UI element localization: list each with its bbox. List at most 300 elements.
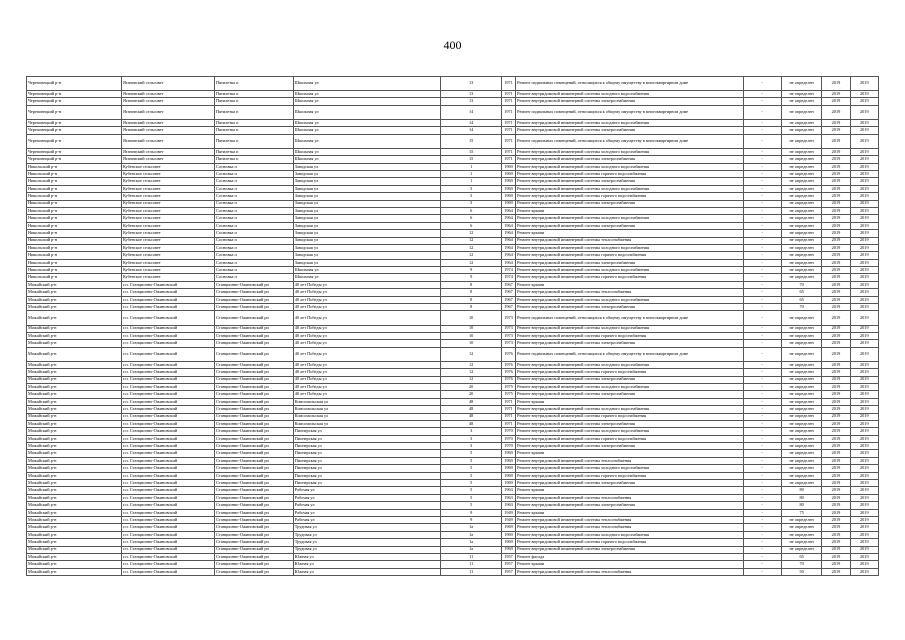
year-start-cell: 2019	[822, 487, 850, 494]
settlement-cell: г.п. Станционно-Ожиновский	[122, 281, 215, 288]
repair-schedule-table	[26, 76, 879, 576]
house-number-cell: 1а	[441, 531, 502, 538]
area-cell: -	[743, 465, 781, 472]
locality-cell: Сосновка п	[214, 178, 293, 185]
year-start-cell: 2019	[822, 428, 850, 435]
table-row	[27, 413, 879, 420]
work-type-cell: Ремонт внутридомовой инженерной системы горячего водоснабжения	[516, 332, 743, 339]
cost-cell: не определен	[781, 524, 821, 531]
street-cell: Рабочая ул	[293, 487, 441, 494]
district-cell: Можайский р-н	[27, 304, 122, 311]
build-year-cell: 1949	[501, 517, 515, 524]
build-year-cell: 1971	[501, 134, 515, 148]
district-cell: Можайский р-н	[27, 494, 122, 501]
area-cell: -	[743, 274, 781, 281]
year-start-cell: 2019	[822, 457, 850, 464]
table-row	[27, 406, 879, 413]
year-end-cell: 2019	[850, 127, 878, 134]
year-end-cell: 2019	[850, 517, 878, 524]
district-cell: Череповецкий р-н	[27, 98, 122, 105]
street-cell: Рабочая ул	[293, 494, 441, 501]
settlement-cell: г.п. Станционно-Ожиновский	[122, 289, 215, 296]
settlement-cell: г.п. Станционно-Ожиновский	[122, 487, 215, 494]
year-end-cell: 2019	[850, 281, 878, 288]
work-type-cell: Ремонт внутридомовой инженерной системы электроснабжения	[516, 178, 743, 185]
cost-cell: не определен	[781, 215, 821, 222]
locality-cell: Станционно-Ожиновский рп	[214, 340, 293, 347]
area-cell: -	[743, 391, 781, 398]
settlement-cell: г.п. Станционно-Ожиновский	[122, 296, 215, 303]
street-cell: Пионерская ул	[293, 472, 441, 479]
table-row	[27, 435, 879, 442]
settlement-cell: г.п. Станционно-Ожиновский	[122, 517, 215, 524]
district-cell: Никольский р-н	[27, 237, 122, 244]
work-type-cell: Ремонт внутридомовой инженерной системы электроснабжения	[516, 443, 743, 450]
street-cell: Школьная ул	[293, 91, 441, 98]
build-year-cell: 1964	[501, 207, 515, 214]
year-end-cell: 2019	[850, 406, 878, 413]
year-start-cell: 2019	[822, 259, 850, 266]
work-type-cell: Ремонт внутридомовой инженерной системы холодного водоснабжения	[516, 91, 743, 98]
settlement-cell: г.п. Станционно-Ожиновский	[122, 347, 215, 361]
table-row	[27, 472, 879, 479]
work-type-cell: Ремонт внутридомовой инженерной системы холодного водоснабжения	[516, 215, 743, 222]
table-row	[27, 311, 879, 325]
build-year-cell: 1970	[501, 435, 515, 442]
house-number-cell: 8	[441, 281, 502, 288]
district-cell: Можайский р-н	[27, 487, 122, 494]
house-number-cell: 11	[441, 561, 502, 568]
cost-cell: 80	[781, 494, 821, 501]
year-end-cell: 2019	[850, 134, 878, 148]
area-cell: -	[743, 259, 781, 266]
cost-cell: не определен	[781, 134, 821, 148]
year-start-cell: 2019	[822, 156, 850, 163]
district-cell: Никольский р-н	[27, 185, 122, 192]
house-number-cell: 15	[441, 156, 502, 163]
work-type-cell: Ремонт крыши	[516, 230, 743, 237]
street-cell: Южная ул	[293, 553, 441, 560]
build-year-cell: 1976	[501, 376, 515, 383]
area-cell: -	[743, 406, 781, 413]
table-row	[27, 428, 879, 435]
district-cell: Можайский р-н	[27, 340, 122, 347]
settlement-cell: Кубенское сельсовет	[122, 200, 215, 207]
build-year-cell: 1967	[501, 289, 515, 296]
locality-cell: Пятилетка п	[214, 119, 293, 126]
settlement-cell: Кубенское сельсовет	[122, 222, 215, 229]
table-row	[27, 193, 879, 200]
house-number-cell: 9	[441, 274, 502, 281]
year-end-cell: 2019	[850, 347, 878, 361]
street-cell: Школьная ул	[293, 274, 441, 281]
work-type-cell: Ремонт внутридомовой инженерной системы холодного водоснабжения	[516, 296, 743, 303]
year-end-cell: 2019	[850, 156, 878, 163]
year-start-cell: 2019	[822, 546, 850, 553]
table-row	[27, 163, 879, 170]
year-end-cell: 2019	[850, 98, 878, 105]
street-cell: Школьная ул	[293, 127, 441, 134]
locality-cell: Станционно-Ожиновский рп	[214, 281, 293, 288]
settlement-cell: г.п. Станционно-Ожиновский	[122, 539, 215, 546]
house-number-cell: 12	[441, 252, 502, 259]
settlement-cell: Ягановский сельсовет	[122, 105, 215, 119]
locality-cell: Пятилетка п	[214, 127, 293, 134]
year-end-cell: 2019	[850, 193, 878, 200]
locality-cell: Сосновка п	[214, 230, 293, 237]
work-type-cell: Ремонт внутридомовой инженерной системы холодного водоснабжения	[516, 465, 743, 472]
district-cell: Можайский р-н	[27, 398, 122, 405]
table-row	[27, 296, 879, 303]
build-year-cell: 1973	[501, 332, 515, 339]
year-end-cell: 2019	[850, 237, 878, 244]
table-row	[27, 340, 879, 347]
house-number-cell: 48	[441, 406, 502, 413]
work-type-cell: Ремонт внутридомовой инженерной системы электроснабжения	[516, 222, 743, 229]
work-type-cell: Ремонт внутридомовой инженерной системы теплоснабжения	[516, 457, 743, 464]
page-number: 400	[443, 38, 462, 52]
settlement-cell: Кубенское сельсовет	[122, 215, 215, 222]
house-number-cell: 12	[441, 237, 502, 244]
cost-cell: не определен	[781, 178, 821, 185]
locality-cell: Пятилетка п	[214, 156, 293, 163]
year-end-cell: 2019	[850, 163, 878, 170]
street-cell: Школьная ул	[293, 77, 441, 91]
cost-cell: не определен	[781, 420, 821, 427]
year-start-cell: 2019	[822, 340, 850, 347]
build-year-cell: 1973	[501, 340, 515, 347]
year-start-cell: 2019	[822, 332, 850, 339]
district-cell: Никольский р-н	[27, 252, 122, 259]
house-number-cell: 1а	[441, 539, 502, 546]
year-start-cell: 2019	[822, 193, 850, 200]
street-cell: 40 лет Победы ул	[293, 361, 441, 368]
build-year-cell: 1969	[501, 185, 515, 192]
cost-cell: 70	[781, 281, 821, 288]
area-cell: -	[743, 369, 781, 376]
locality-cell: Сосновка п	[214, 185, 293, 192]
year-end-cell: 2019	[850, 413, 878, 420]
year-start-cell: 2019	[822, 267, 850, 274]
work-type-cell: Ремонт крыши	[516, 398, 743, 405]
cost-cell: не определен	[781, 457, 821, 464]
area-cell: -	[743, 193, 781, 200]
district-cell: Можайский р-н	[27, 546, 122, 553]
build-year-cell: 1974	[501, 267, 515, 274]
cost-cell: не определен	[781, 369, 821, 376]
year-end-cell: 2019	[850, 77, 878, 91]
year-start-cell: 2019	[822, 480, 850, 487]
year-start-cell: 2019	[822, 369, 850, 376]
locality-cell: Сосновка п	[214, 222, 293, 229]
year-start-cell: 2019	[822, 325, 850, 332]
locality-cell: Сосновка п	[214, 252, 293, 259]
work-type-cell: Ремонт внутридомовой инженерной системы холодного водоснабжения	[516, 361, 743, 368]
district-cell: Череповецкий р-н	[27, 77, 122, 91]
table-row	[27, 487, 879, 494]
table-row	[27, 465, 879, 472]
work-type-cell: Ремонт внутридомовой инженерной системы горячего водоснабжения	[516, 539, 743, 546]
house-number-cell: 3	[441, 185, 502, 192]
table-row	[27, 134, 879, 148]
year-end-cell: 2019	[850, 561, 878, 568]
build-year-cell: 1964	[501, 230, 515, 237]
district-cell: Можайский р-н	[27, 457, 122, 464]
year-end-cell: 2019	[850, 487, 878, 494]
settlement-cell: г.п. Станционно-Ожиновский	[122, 304, 215, 311]
area-cell: -	[743, 457, 781, 464]
table-row	[27, 383, 879, 390]
year-end-cell: 2019	[850, 398, 878, 405]
district-cell: Никольский р-н	[27, 259, 122, 266]
table-row	[27, 185, 879, 192]
year-end-cell: 2019	[850, 200, 878, 207]
house-number-cell: 14	[441, 119, 502, 126]
table-row	[27, 568, 879, 575]
house-number-cell: 13	[441, 98, 502, 105]
street-cell: Комсомольская ул	[293, 420, 441, 427]
house-number-cell: 20	[441, 391, 502, 398]
cost-cell: не определен	[781, 163, 821, 170]
build-year-cell: 1963	[501, 487, 515, 494]
work-type-cell: Ремонт подвальных помещений, относящихся к общему имуществу в многоквартирном доме	[516, 134, 743, 148]
year-start-cell: 2019	[822, 91, 850, 98]
locality-cell: Станционно-Ожиновский рп	[214, 376, 293, 383]
table-row	[27, 531, 879, 538]
district-cell: Можайский р-н	[27, 465, 122, 472]
build-year-cell: 1969	[501, 539, 515, 546]
cost-cell: не определен	[781, 546, 821, 553]
district-cell: Череповецкий р-н	[27, 119, 122, 126]
district-cell: Можайский р-н	[27, 406, 122, 413]
table-row	[27, 443, 879, 450]
year-start-cell: 2019	[822, 244, 850, 251]
area-cell: -	[743, 472, 781, 479]
house-number-cell: 12	[441, 230, 502, 237]
table-row	[27, 207, 879, 214]
locality-cell: Станционно-Ожиновский рп	[214, 289, 293, 296]
settlement-cell: г.п. Станционно-Ожиновский	[122, 383, 215, 390]
table-row	[27, 281, 879, 288]
district-cell: Никольский р-н	[27, 274, 122, 281]
locality-cell: Станционно-Ожиновский рп	[214, 494, 293, 501]
year-end-cell: 2019	[850, 91, 878, 98]
build-year-cell: 1971	[501, 105, 515, 119]
district-cell: Можайский р-н	[27, 347, 122, 361]
table-row	[27, 502, 879, 509]
build-year-cell: 1971	[501, 398, 515, 405]
work-type-cell: Ремонт внутридомовой инженерной системы электроснабжения	[516, 340, 743, 347]
work-type-cell: Ремонт внутридомовой инженерной системы холодного водоснабжения	[516, 148, 743, 155]
build-year-cell: 1964	[501, 215, 515, 222]
cost-cell: не определен	[781, 105, 821, 119]
area-cell: -	[743, 531, 781, 538]
street-cell: Комсомольская ул	[293, 398, 441, 405]
district-cell: Можайский р-н	[27, 472, 122, 479]
settlement-cell: г.п. Станционно-Ожиновский	[122, 472, 215, 479]
locality-cell: Станционно-Ожиновский рп	[214, 391, 293, 398]
cost-cell: не определен	[781, 77, 821, 91]
year-start-cell: 2019	[822, 207, 850, 214]
settlement-cell: Кубенское сельсовет	[122, 244, 215, 251]
cost-cell: не определен	[781, 274, 821, 281]
year-start-cell: 2019	[822, 561, 850, 568]
settlement-cell: Ягановский сельсовет	[122, 77, 215, 91]
cost-cell: не определен	[781, 230, 821, 237]
year-end-cell: 2019	[850, 539, 878, 546]
house-number-cell: 1а	[441, 546, 502, 553]
street-cell: Пионерская ул	[293, 443, 441, 450]
district-cell: Череповецкий р-н	[27, 148, 122, 155]
settlement-cell: г.п. Станционно-Ожиновский	[122, 369, 215, 376]
house-number-cell: 48	[441, 413, 502, 420]
district-cell: Можайский р-н	[27, 428, 122, 435]
district-cell: Череповецкий р-н	[27, 91, 122, 98]
year-start-cell: 2019	[822, 531, 850, 538]
locality-cell: Пятилетка п	[214, 91, 293, 98]
settlement-cell: Кубенское сельсовет	[122, 252, 215, 259]
area-cell: -	[743, 230, 781, 237]
settlement-cell: Кубенское сельсовет	[122, 193, 215, 200]
cost-cell: не определен	[781, 391, 821, 398]
year-end-cell: 2019	[850, 480, 878, 487]
cost-cell: не определен	[781, 156, 821, 163]
area-cell: -	[743, 435, 781, 442]
year-start-cell: 2019	[822, 215, 850, 222]
cost-cell: не определен	[781, 531, 821, 538]
settlement-cell: Ягановский сельсовет	[122, 156, 215, 163]
settlement-cell: Кубенское сельсовет	[122, 259, 215, 266]
street-cell: 40 лет Победы ул	[293, 332, 441, 339]
district-cell: Никольский р-н	[27, 200, 122, 207]
house-number-cell: 3	[441, 428, 502, 435]
work-type-cell: Ремонт крыши	[516, 487, 743, 494]
year-end-cell: 2019	[850, 252, 878, 259]
locality-cell: Станционно-Ожиновский рп	[214, 502, 293, 509]
house-number-cell: 11	[441, 553, 502, 560]
year-start-cell: 2019	[822, 127, 850, 134]
locality-cell: Станционно-Ожиновский рп	[214, 413, 293, 420]
settlement-cell: Кубенское сельсовет	[122, 163, 215, 170]
build-year-cell: 1957	[501, 561, 515, 568]
work-type-cell: Ремонт внутридомовой инженерной системы холодного водоснабжения	[516, 531, 743, 538]
street-cell: 40 лет Победы ул	[293, 340, 441, 347]
year-start-cell: 2019	[822, 376, 850, 383]
locality-cell: Станционно-Ожиновский рп	[214, 296, 293, 303]
district-cell: Можайский р-н	[27, 502, 122, 509]
district-cell: Череповецкий р-н	[27, 156, 122, 163]
district-cell: Можайский р-н	[27, 553, 122, 560]
year-start-cell: 2019	[822, 553, 850, 560]
year-start-cell: 2019	[822, 524, 850, 531]
locality-cell: Станционно-Ожиновский рп	[214, 311, 293, 325]
year-end-cell: 2019	[850, 546, 878, 553]
street-cell: 40 лет Победы ул	[293, 383, 441, 390]
street-cell: Школьная ул	[293, 105, 441, 119]
build-year-cell: 1976	[501, 347, 515, 361]
street-cell: Южная ул	[293, 568, 441, 575]
district-cell: Можайский р-н	[27, 524, 122, 531]
work-type-cell: Ремонт внутридомовой инженерной системы теплоснабжения	[516, 524, 743, 531]
street-cell: Заводская ул	[293, 207, 441, 214]
locality-cell: Станционно-Ожиновский рп	[214, 332, 293, 339]
area-cell: -	[743, 325, 781, 332]
district-cell: Можайский р-н	[27, 361, 122, 368]
street-cell: Школьная ул	[293, 267, 441, 274]
house-number-cell: 13	[441, 77, 502, 91]
area-cell: -	[743, 376, 781, 383]
house-number-cell: 8	[441, 289, 502, 296]
cost-cell: не определен	[781, 347, 821, 361]
locality-cell: Станционно-Ожиновский рп	[214, 435, 293, 442]
work-type-cell: Ремонт внутридомовой инженерной системы горячего водоснабжения	[516, 435, 743, 442]
year-end-cell: 2019	[850, 361, 878, 368]
work-type-cell: Ремонт внутридомовой инженерной системы холодного водоснабжения	[516, 244, 743, 251]
year-start-cell: 2019	[822, 465, 850, 472]
work-type-cell: Ремонт подвальных помещений, относящихся к общему имуществу в многоквартирном доме	[516, 77, 743, 91]
settlement-cell: г.п. Станционно-Ожиновский	[122, 509, 215, 516]
area-cell: -	[743, 119, 781, 126]
build-year-cell: 1969	[501, 457, 515, 464]
cost-cell: не определен	[781, 91, 821, 98]
build-year-cell: 1957	[501, 568, 515, 575]
build-year-cell: 1974	[501, 274, 515, 281]
locality-cell: Станционно-Ожиновский рп	[214, 546, 293, 553]
year-start-cell: 2019	[822, 443, 850, 450]
area-cell: -	[743, 244, 781, 251]
house-number-cell: 3	[441, 200, 502, 207]
area-cell: -	[743, 347, 781, 361]
year-start-cell: 2019	[822, 178, 850, 185]
work-type-cell: Ремонт фасада	[516, 553, 743, 560]
year-end-cell: 2019	[850, 304, 878, 311]
locality-cell: Станционно-Ожиновский рп	[214, 398, 293, 405]
district-cell: Можайский р-н	[27, 289, 122, 296]
cost-cell: не определен	[781, 340, 821, 347]
cost-cell: не определен	[781, 465, 821, 472]
year-start-cell: 2019	[822, 383, 850, 390]
cost-cell: 80	[781, 502, 821, 509]
work-type-cell: Ремонт внутридомовой инженерной системы горячего водоснабжения	[516, 369, 743, 376]
build-year-cell: 1969	[501, 178, 515, 185]
year-start-cell: 2019	[822, 252, 850, 259]
house-number-cell: 3	[441, 193, 502, 200]
work-type-cell: Ремонт внутридомовой инженерной системы электроснабжения	[516, 480, 743, 487]
build-year-cell: 1973	[501, 325, 515, 332]
year-start-cell: 2019	[822, 222, 850, 229]
locality-cell: Станционно-Ожиновский рп	[214, 369, 293, 376]
house-number-cell: 10	[441, 325, 502, 332]
locality-cell: Станционно-Ожиновский рп	[214, 465, 293, 472]
settlement-cell: г.п. Станционно-Ожиновский	[122, 311, 215, 325]
table-row	[27, 546, 879, 553]
build-year-cell: 1976	[501, 361, 515, 368]
cost-cell: не определен	[781, 428, 821, 435]
year-start-cell: 2019	[822, 230, 850, 237]
table-row	[27, 289, 879, 296]
work-type-cell: Ремонт внутридомовой инженерной системы холодного водоснабжения	[516, 267, 743, 274]
locality-cell: Станционно-Ожиновский рп	[214, 383, 293, 390]
street-cell: 40 лет Победы ул	[293, 376, 441, 383]
year-end-cell: 2019	[850, 244, 878, 251]
build-year-cell: 1975	[501, 383, 515, 390]
year-start-cell: 2019	[822, 413, 850, 420]
locality-cell: Станционно-Ожиновский рп	[214, 553, 293, 560]
work-type-cell: Ремонт внутридомовой инженерной системы теплоснабжения	[516, 517, 743, 524]
settlement-cell: г.п. Станционно-Ожиновский	[122, 325, 215, 332]
settlement-cell: г.п. Станционно-Ожиновский	[122, 413, 215, 420]
table-row	[27, 304, 879, 311]
